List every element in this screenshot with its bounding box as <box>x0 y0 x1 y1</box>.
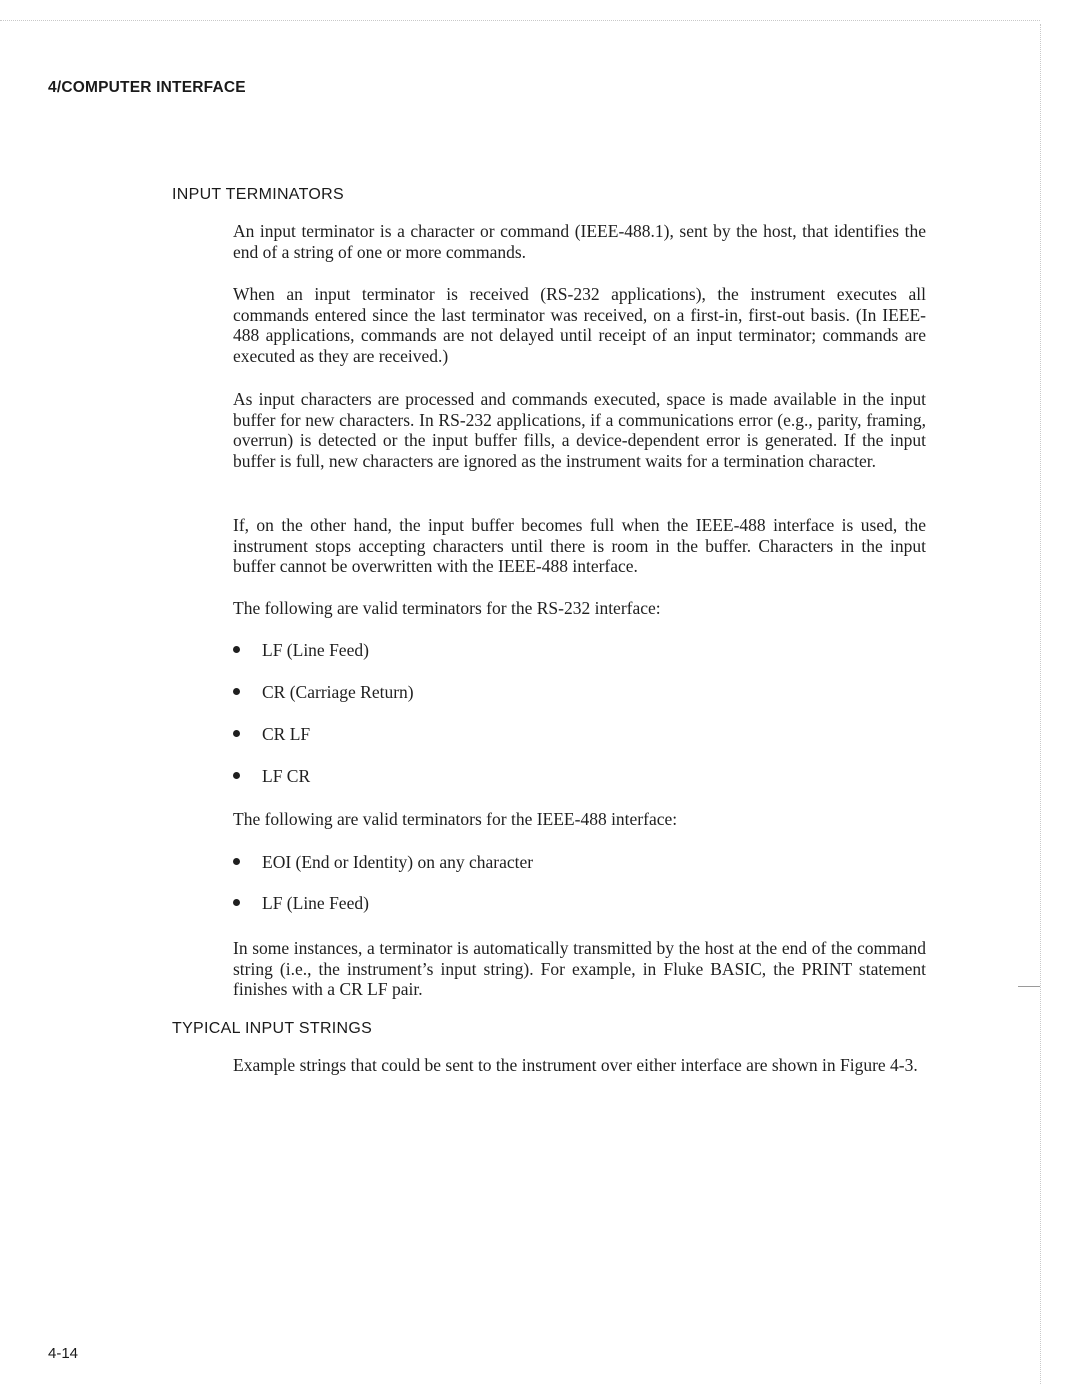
list-item-rs232-lf: LF (Line Feed) <box>233 640 369 661</box>
paragraph-ieee488-intro: The following are valid terminators for the IEEE-488 interface: <box>233 809 678 829</box>
bullet-icon <box>233 730 240 737</box>
right-border-rule <box>1040 24 1041 1384</box>
paragraph-rs232-intro: The following are valid terminators for the RS-232 interface: <box>233 598 661 618</box>
bullet-icon <box>233 688 240 695</box>
margin-tick-mark <box>1018 986 1040 987</box>
bullet-icon <box>233 899 240 906</box>
bullet-icon <box>233 858 240 865</box>
bullet-icon <box>233 646 240 653</box>
bullet-icon <box>233 772 240 779</box>
page-number: 4-14 <box>48 1345 79 1362</box>
top-border-rule <box>0 20 1040 21</box>
list-item-rs232-cr: CR (Carriage Return) <box>233 682 414 703</box>
heading-typical-input-strings: TYPICAL INPUT STRINGS <box>172 1020 373 1037</box>
heading-input-terminators: INPUT TERMINATORS <box>172 186 344 203</box>
section-header: 4/COMPUTER INTERFACE <box>48 79 246 96</box>
list-item-ieee488-lf: LF (Line Feed) <box>233 893 369 914</box>
paragraph-input-buffer: As input characters are processed and commands executed, space is made available in the input buffer for new characters. In RS-232 applications, if a communications error (e.g., parity, framing, overrun) is detected or the input buffer fills, a device-dependent error is generated. If the input buffer is full, new characters are ignored as the instrument waits for a termination character. <box>233 389 926 471</box>
list-item-rs232-lf-cr: LF CR <box>233 766 310 787</box>
paragraph-ieee488-buffer: If, on the other hand, the input buffer becomes full when the IEEE-488 interface is used, the instrument stops accepting characters until there is room in the buffer. Characters in the input buffer cannot be overwritten with the IEEE-488 interface. <box>233 515 926 576</box>
paragraph-terminator-definition: An input terminator is a character or command (IEEE-488.1), sent by the host, that identifies the end of a string of one or more commands. <box>233 221 926 262</box>
paragraph-example-strings: Example strings that could be sent to the instrument over either interface are shown in Figure 4-3. <box>233 1055 918 1075</box>
list-item-rs232-cr-lf: CR LF <box>233 724 310 745</box>
paragraph-rs232-execution: When an input terminator is received (RS-232 applications), the instrument executes all commands entered since the last terminator was received, on a first-in, first-out basis. (In IEEE-488 applications, commands are not delayed until receipt of an input terminator; commands are executed as they are received.) <box>233 284 926 366</box>
paragraph-auto-terminator: In some instances, a terminator is automatically transmitted by the host at the end of the command string (i.e., the instrument’s input string). For example, in Fluke BASIC, the PRINT statement finishes with a CR LF pair. <box>233 938 926 999</box>
list-item-ieee488-eoi: EOI (End or Identity) on any character <box>233 852 533 873</box>
